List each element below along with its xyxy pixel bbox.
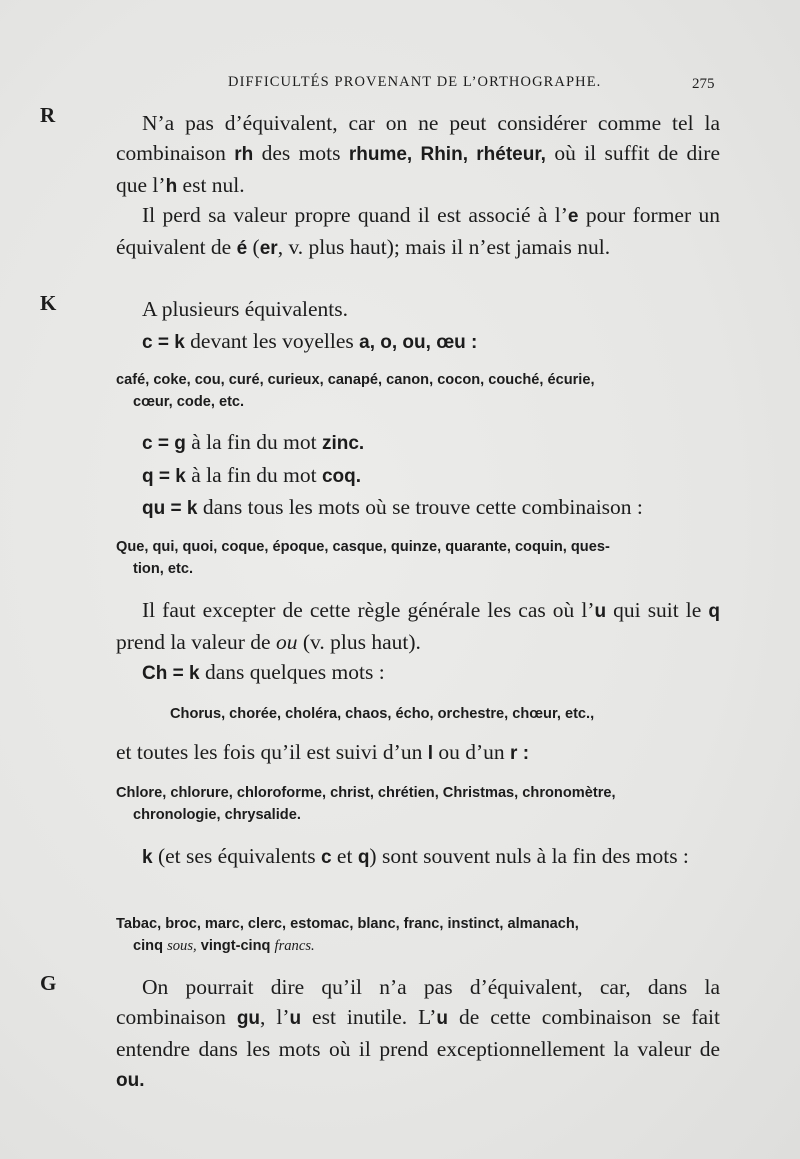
rule-c-equals-k: c = k devant les voyelles a, o, ou, œu : xyxy=(142,329,478,353)
k-intro: A plusieurs équivalents. xyxy=(142,297,349,321)
page-number: 275 xyxy=(692,76,715,92)
examples-c-k: café, coke, cou, curé, curieux, canapé, canon, cocon, couché, écurie, cœur, code, etc. xyxy=(116,372,595,410)
section-r-paragraph-2: Il perd sa valeur propre quand il est associé à l’e pour former un équivalent de é (er, v. plus haut); mais il n’est jamais nul. xyxy=(116,203,720,259)
rule-q-equals-k: q = k à la fin du mot coq. xyxy=(142,463,362,487)
page-header xyxy=(0,74,800,98)
paragraph-k-nuls: k (et ses équivalents c et q) sont souvent nuls à la fin des mots : xyxy=(142,844,689,868)
line-suivi-l-r: et toutes les fois qu’il est suivi d’un l ou d’un r : xyxy=(116,740,530,764)
margin-letter-r: R xyxy=(40,103,56,127)
margin-letter-g: G xyxy=(40,971,57,995)
examples-ch-k: Chorus, chorée, choléra, chaos, écho, orchestre, chœur, etc., xyxy=(170,706,595,722)
running-title: DIFFICULTÉS PROVENANT DE L’ORTHOGRAPHE. xyxy=(228,74,602,90)
rule-c-equals-g: c = g à la fin du mot zinc. xyxy=(142,430,365,454)
examples-qu-k: Que, qui, quoi, coque, époque, casque, quinze, quarante, coquin, ques- tion, etc. xyxy=(116,539,610,577)
section-g-paragraph: On pourrait dire qu’il n’a pas d’équivalent, car, dans la combinaison gu, l’u est inutile. L’u de cette combinaison se fait entendre dans les mots où il prend exceptionnellement la valeur de ou. xyxy=(116,975,721,1091)
examples-final-c: Tabac, broc, marc, clerc, estomac, blanc, franc, instinct, almanach, cinq sous, vingt-cinq francs. xyxy=(116,916,579,954)
examples-chr: Chlore, chlorure, chloroforme, christ, chrétien, Christmas, chronomètre, chronologie, chrysalide. xyxy=(116,785,616,823)
margin-letter-k: K xyxy=(40,291,57,315)
paragraph-exception-u: Il faut excepter de cette règle générale les cas où l’u qui suit le q prend la valeur de ou (v. plus haut). xyxy=(116,598,720,654)
rule-ch-equals-k: Ch = k dans quelques mots : xyxy=(142,660,385,684)
section-r-paragraph-1: N’a pas d’équivalent, car on ne peut considérer comme tel la combinaison rh des mots rhume, Rhin, rhéteur, où il suffit de dire que l’h est nul. xyxy=(116,111,720,197)
rule-qu-equals-k: qu = k dans tous les mots où se trouve cette combinaison : xyxy=(142,495,643,519)
